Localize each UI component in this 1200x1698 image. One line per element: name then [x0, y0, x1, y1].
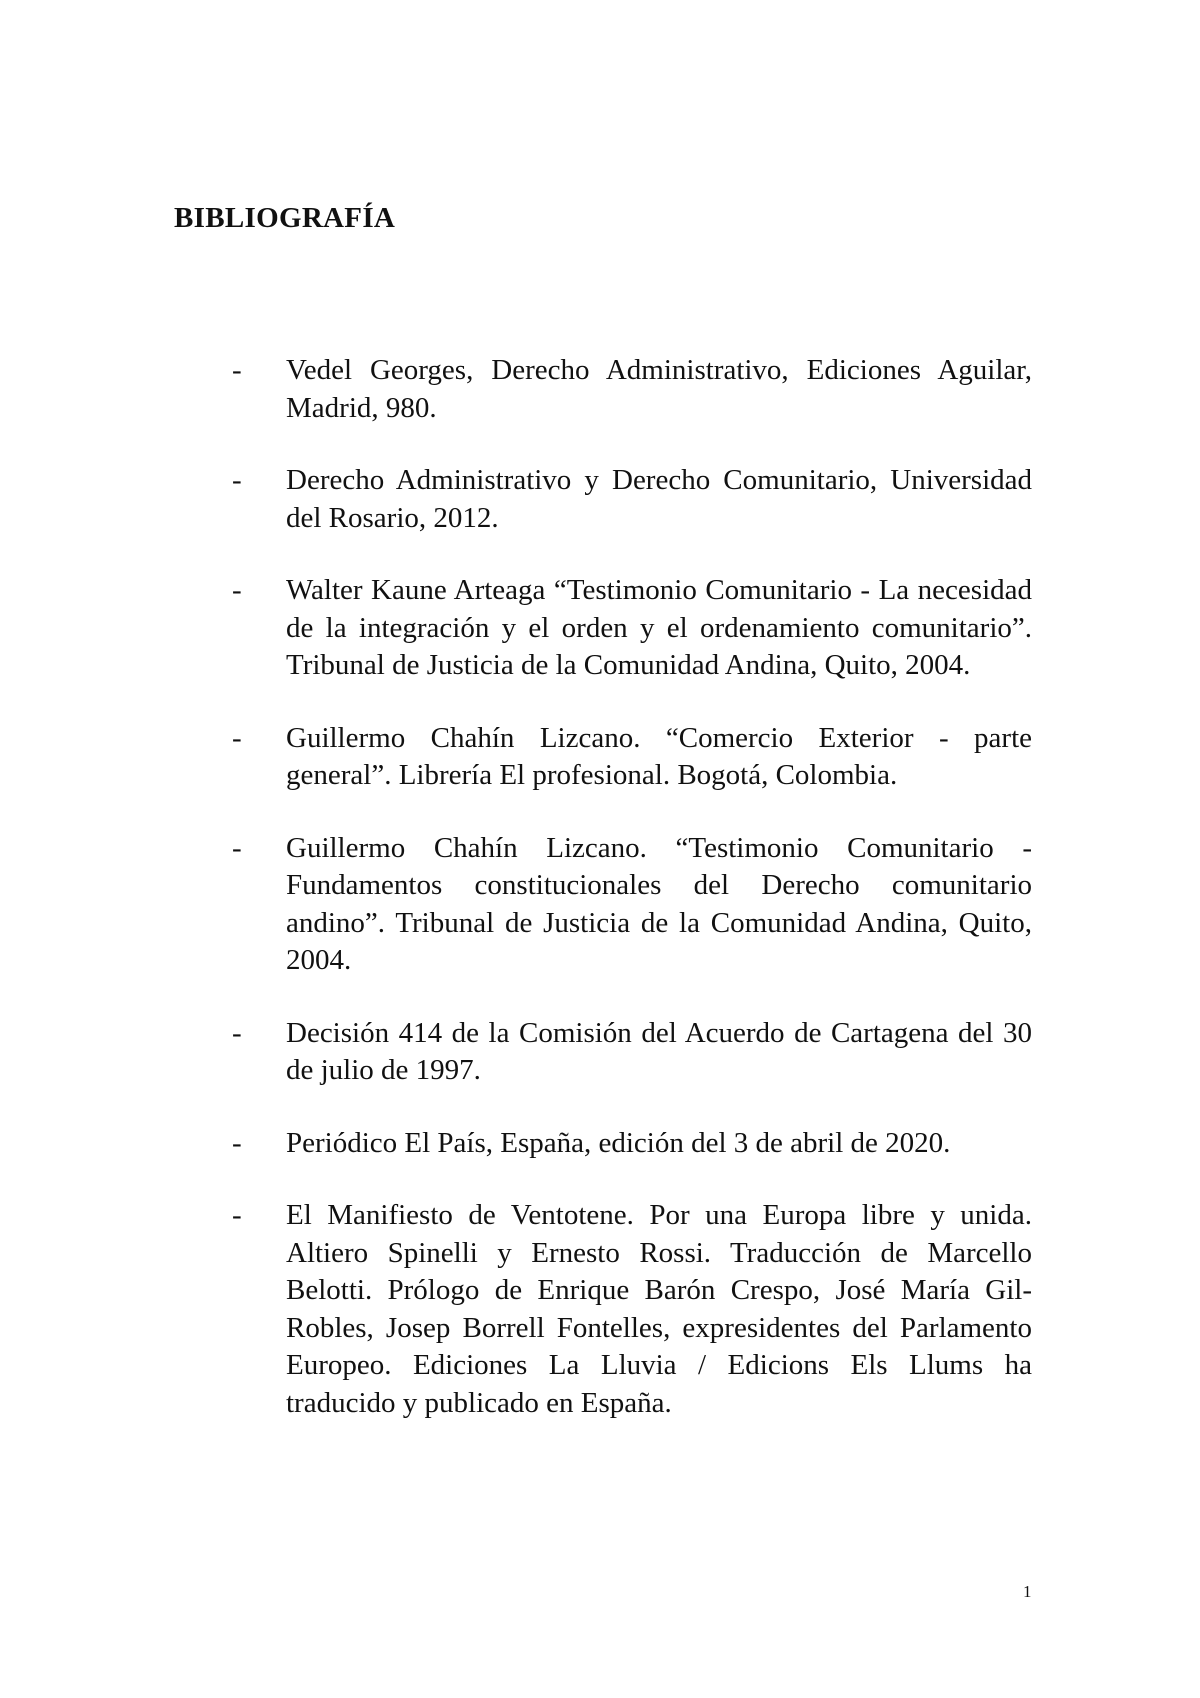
bibliography-entry — [232, 720, 1032, 795]
entry-text: Vedel Georges, Derecho Administrativo, Ediciones Aguilar, Madrid, 980. — [286, 354, 1032, 424]
bibliography-list — [232, 352, 1032, 1422]
entry-text: Guillermo Chahín Lizcano. “Testimonio Comunitario - Fundamentos constitucionales del Derecho comunitario andino”. Tribunal de Justicia de la Comunidad Andina, Quito, 2004. — [286, 831, 1032, 976]
entry-text: Walter Kaune Arteaga “Testimonio Comunitario - La necesidad de la integración y el orden y el ordenamiento comunitario”. Tribunal de Justicia de la Comunidad Andina, Quito, 2004. — [286, 574, 1032, 681]
list-bullet: - — [232, 1199, 242, 1231]
entry-text: Decisión 414 de la Comisión del Acuerdo de Cartagena del 30 de julio de 1997. — [286, 1016, 1032, 1086]
bibliography-entry — [232, 1197, 1032, 1422]
page-title: BIBLIOGRAFÍA — [174, 202, 396, 234]
list-bullet: - — [232, 831, 242, 864]
list-bullet: - — [232, 1126, 242, 1159]
list-bullet: - — [232, 354, 242, 386]
bibliography-entry — [232, 462, 1032, 537]
list-bullet: - — [232, 721, 242, 754]
bibliography-entry — [232, 1125, 1032, 1163]
bibliography-entry — [232, 1015, 1032, 1090]
bibliography-entry — [232, 352, 1032, 427]
page-number: 1 — [1023, 1582, 1032, 1601]
list-bullet: - — [232, 464, 242, 496]
list-bullet: - — [232, 1016, 242, 1049]
bibliography-entry — [232, 830, 1032, 980]
entry-text: Periódico El País, España, edición del 3 de abril de 2020. — [286, 1126, 951, 1159]
entry-text: Guillermo Chahín Lizcano. “Comercio Exterior - parte general”. Librería El profesional. Bogotá, Colombia. — [286, 721, 1032, 791]
list-bullet: - — [232, 574, 242, 606]
entry-text: Derecho Administrativo y Derecho Comunitario, Universidad del Rosario, 2012. — [286, 464, 1032, 534]
bibliography-entry — [232, 572, 1032, 685]
entry-text: El Manifiesto de Ventotene. Por una Europa libre y unida. Altiero Spinelli y Ernesto Rossi. Traducción de Marcello Belotti. Prólogo de Enrique Barón Crespo, José María Gil-Robles, Josep Borrell Fontelles, expresidentes del Parlamento Europeo. Ediciones La Lluvia / Edicions Els Llums ha traducido y publicado en España. — [286, 1199, 1032, 1419]
